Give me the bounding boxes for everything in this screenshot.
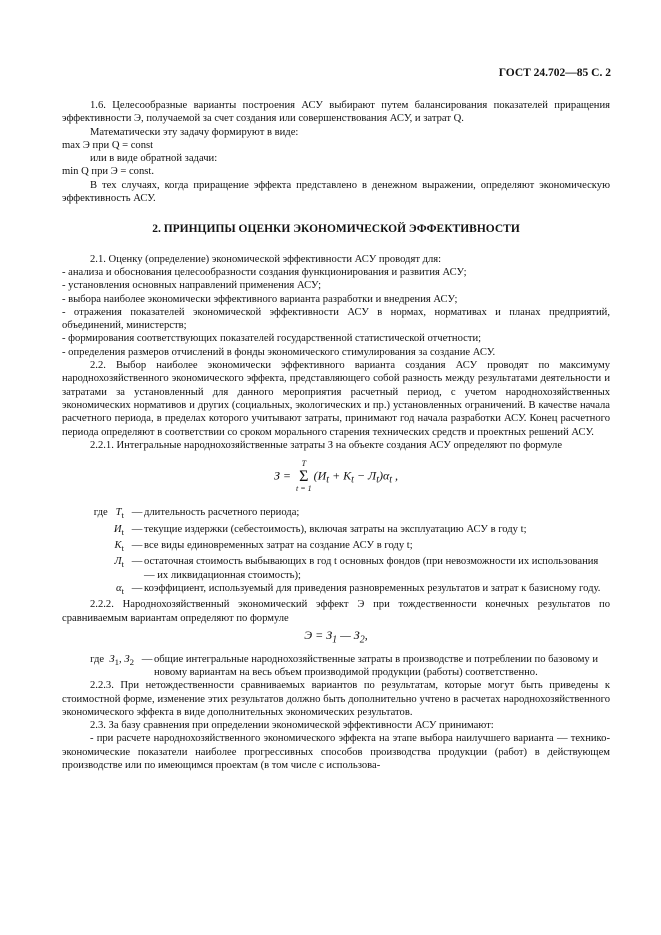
paragraph-money: В тех случаях, когда приращение эффекта представлено в денежном выражении, определяют экономическую эффективность АСУ. (62, 179, 610, 205)
formula-term: Э = З (304, 627, 333, 642)
formula-lhs: З = (273, 468, 291, 483)
definition-row: $\alpha_t$ — коэффициент, используемый для приведения разновременных результатов и затрат к базисному году. (62, 582, 610, 598)
list-item: - формирования соответствующих показателей государственной статистической отчетности; (62, 333, 482, 345)
section-heading: 2. ПРИНЦИПЫ ОЦЕНКИ ЭКОНОМИЧЕСКОЙ ЭФФЕКТИВНОСТИ (152, 223, 520, 236)
definition-row: $Л_t$ — остаточная стоимость выбывающих в год t основных фондов (при невозможности их использования — их ликвидационная стоимость); (62, 555, 610, 582)
paragraph-2-3-item: - при расчете народнохозяйственного экономического эффекта на этапе выбора наилучшего варианта — технико-экономические показатели наиболее прогрессивных способов производства продукции (работ) в действующем производстве или по имеющимся проектам (в том числе с использова- (62, 733, 610, 771)
subscript: t (351, 474, 354, 486)
definition-symbol: α (115, 582, 122, 594)
paragraph-2-2-1: 2.2.1. Интегральные народнохозяйственные затраты З на объекте создания АСУ определяют по формуле (90, 439, 563, 451)
formula-term: , (392, 468, 399, 483)
definition-subscript: t (121, 543, 124, 554)
definition-symbol: З (109, 653, 115, 665)
definition-subscript: t (121, 526, 124, 537)
where-label: где (93, 507, 108, 519)
where-label: где (90, 653, 105, 665)
list-item: - определения размеров отчислений в фонды экономического стимулирования за создание АСУ. (62, 346, 496, 358)
formula-effect (62, 629, 610, 647)
definition-text: все виды единовременных затрат на создание АСУ в году t; (144, 539, 413, 551)
formula-term: — З (337, 627, 360, 642)
paragraph-2-2: 2.2. Выбор наиболее экономически эффективного варианта создания АСУ проводят по максимуму народнохозяйственного экономического эффекта, представляющего собой разность между результатами деятельности и затратами за установленный для данного мероприятия расчетный период, с учетом народнохозяйственных экономических нормативов и других (социальных, экологических и пр.) установленных ограничений. В качестве начала расчетного периода, в пределах которого учитывают затраты, принимают год начала разработки АСУ. Конец расчетного периода определяют в соответствии со сроком морального старения технических средств и проектных решений АСУ. (62, 360, 610, 438)
definition-subscript: 1 (114, 656, 120, 667)
definition-subscript: t (121, 559, 124, 570)
sum-symbol: Σ (299, 468, 309, 486)
paragraph-inverse: или в виде обратной задачи: (90, 153, 218, 165)
definition-row: где $T_t$ — длительность расчетного периода; (62, 506, 610, 522)
definition-symbol: Л (114, 556, 122, 568)
sum-upper-limit: T (301, 459, 307, 469)
definition-symbol: K (114, 539, 122, 551)
definition-symbol: И (113, 523, 122, 535)
subscript: t (389, 474, 393, 486)
formula-term: , (364, 627, 368, 642)
formula-term: )α (378, 468, 390, 483)
definition-subscript: 2 (129, 656, 134, 667)
definition-row: где $З_1$, $З_2$ — общие интегральные народнохозяйственные затраты в производстве и потреблении по базовому и новому вариантам на весь объем производимой продукции (работы) соответственно. (62, 653, 610, 680)
definitions-table-2 (62, 653, 610, 680)
formula-max: max Э при Q = const (62, 139, 154, 151)
definition-text: общие интегральные народнохозяйственные затраты в производстве и потреблении по базовому и новому вариантам на весь объем производимой продукции (работы) соответственно. (154, 653, 599, 678)
paragraph-math: Математически эту задачу формируют в виде: (90, 126, 299, 138)
definitions-table (62, 506, 610, 598)
list-item: - установления основных направлений применения АСУ; (62, 280, 322, 292)
sum-lower-limit: t = 1 (295, 484, 312, 494)
paragraph-1-6: 1.6. Целесообразные варианты построения АСУ выбирают путем балансирования показателей приращения эффективности Э, получаемой за счет создания или совершенствования АСУ, и затрат Q. (62, 100, 610, 125)
paragraph-2-2-3: 2.2.3. При нетождественности сравниваемых вариантов по результатам, которые могут быть приведены к стоимостной форме, изменение этих результатов должно быть дополнительно учтено в расчетах народнохозяйственного экономического эффекта в виде дополнительных экономических результатов. (62, 680, 610, 718)
subscript: t (376, 474, 379, 486)
document-body (62, 99, 610, 772)
list-item: - анализа и обоснования целесообразности создания функционирования и развития АСУ; (62, 266, 467, 278)
definition-row: $K_t$ — все виды единовременных затрат на создание АСУ в году t; (62, 539, 610, 555)
definition-row: $И_t$ — текущие издержки (себестоимость), включая затраты на эксплуатацию АСУ в году t; (62, 523, 610, 539)
paragraph-2-3: 2.3. За базу сравнения при определении экономической эффективности АСУ принимают: (90, 720, 494, 732)
formula-min: min Q при Э = const. (62, 166, 154, 178)
paragraph-2-2-2: 2.2.2. Народнохозяйственный экономический эффект Э при тождественности конечных результатов по сравниваемым вариантам определяют по формуле (62, 599, 610, 624)
definition-text: коэффициент, используемый для приведения разновременных результатов и затрат к базисному году. (144, 582, 601, 594)
paragraph-2-1: 2.1. Оценку (определение) экономической эффективности АСУ проводят для: (90, 253, 442, 265)
definition-subscript: t (121, 586, 124, 597)
formula-integral-costs (62, 459, 610, 494)
formula-term: − Л (353, 468, 377, 483)
subscript: 2 (359, 634, 365, 646)
list-item: - выбора наиболее экономически эффективного варианта разработки и внедрения АСУ; (62, 293, 458, 305)
subscript: t (326, 474, 330, 486)
formula-term: (И (313, 468, 327, 483)
page-header: ГОСТ 24.702—85 С. 2 (498, 67, 611, 79)
subscript: 1 (332, 634, 338, 646)
definition-text: длительность расчетного периода; (144, 507, 300, 519)
list-item: - отражения показателей экономической эффективности АСУ в нормах, нормативах и планах предприятий, объединений, министерств; (62, 306, 610, 332)
formula-term: + K (329, 468, 352, 483)
definition-text: остаточная стоимость выбывающих в год t основных фондов (при невозможности их использования — их ликвидационная стоимость); (144, 556, 599, 581)
definition-symbol: T (115, 507, 122, 519)
definition-subscript: t (121, 510, 124, 521)
definition-symbol: , З (119, 653, 130, 665)
definition-text: текущие издержки (себестоимость), включая затраты на эксплуатацию АСУ в году t; (144, 523, 527, 535)
